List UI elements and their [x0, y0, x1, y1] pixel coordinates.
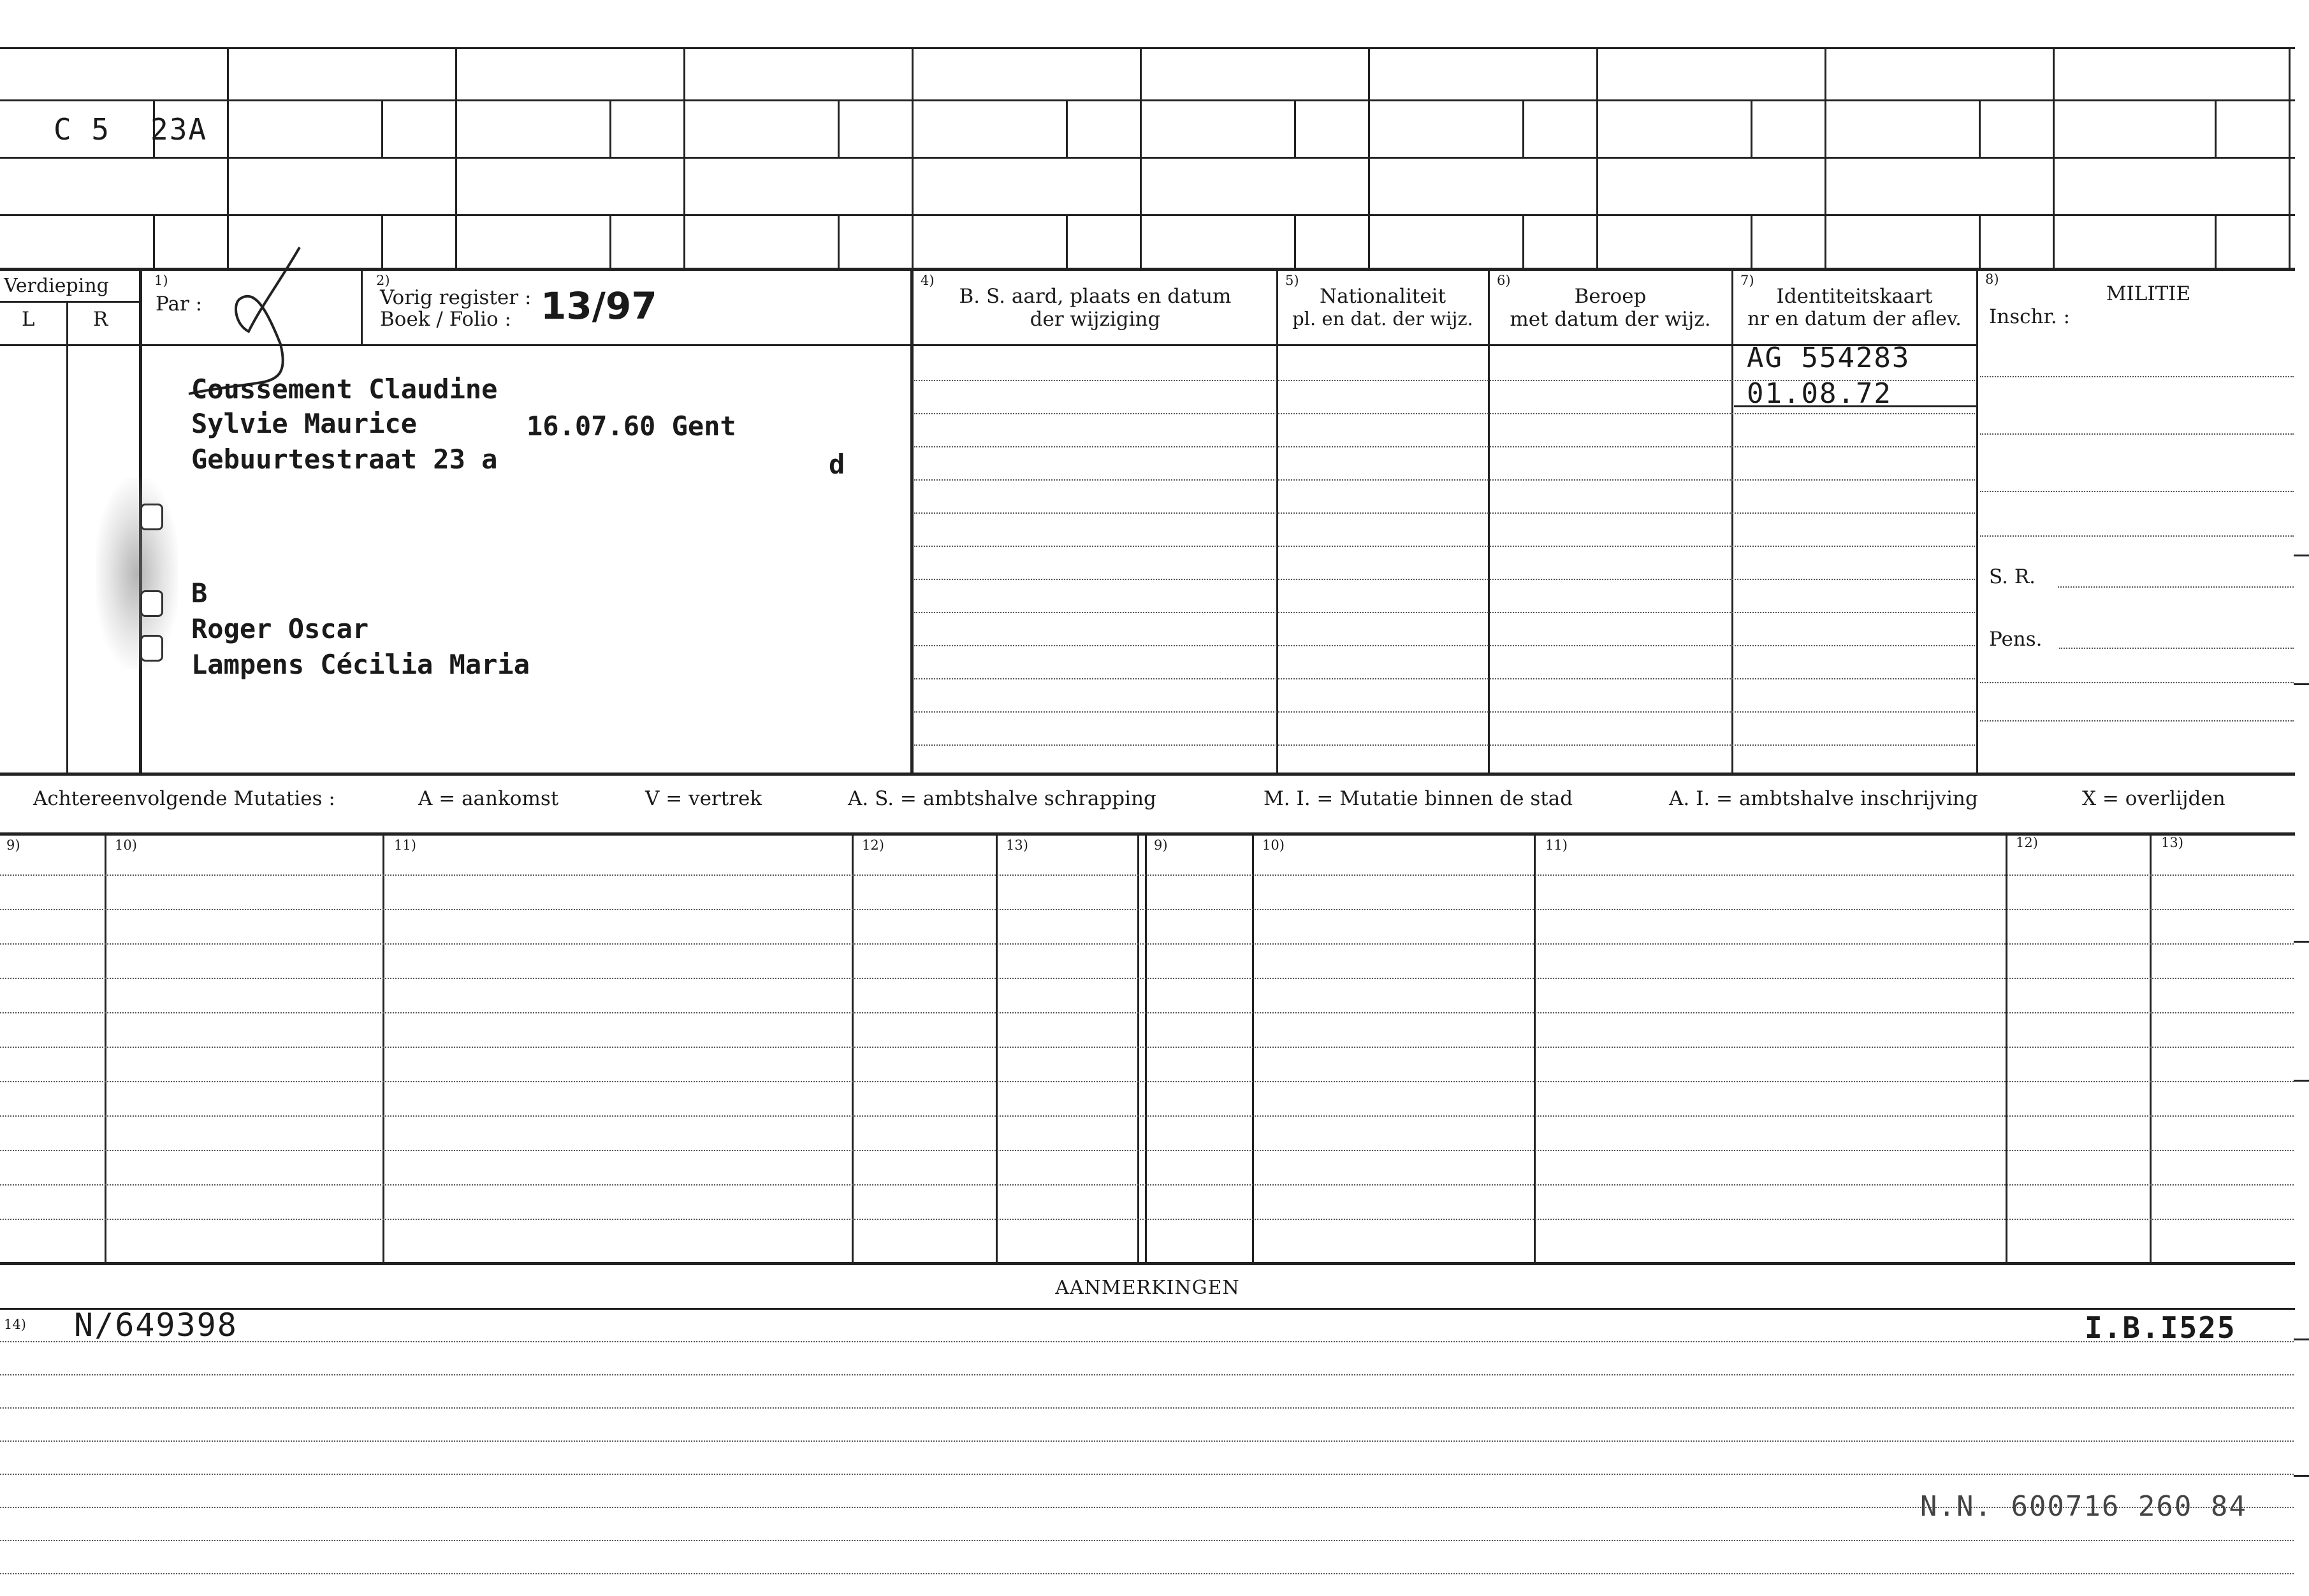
militie-label: MILITIE [2106, 282, 2191, 305]
mutatie-col-num-11: 11) [394, 838, 416, 853]
vorig-register-label: Vorig register : [380, 286, 532, 309]
mutatie-col-num-12b: 12) [2016, 835, 2038, 850]
remark-ref: I.B.I525 [2085, 1310, 2236, 1345]
vorig-register-value: 13/97 [541, 284, 657, 328]
mutatie-col-num-10b: 10) [1262, 838, 1285, 853]
mutatie-col-num-13b: 13) [2161, 835, 2183, 850]
aanmerkingen-title: AANMERKINGEN [1055, 1277, 1240, 1299]
id-card-number: AG 554283 [1747, 342, 1911, 374]
militie-pens-label: Pens. [1989, 628, 2043, 651]
mutatie-col-num-13: 13) [1006, 838, 1028, 853]
par-num: 1) [154, 273, 168, 288]
punch-hole-2 [140, 590, 163, 617]
mother-name: Lampens Cécilia Maria [191, 649, 530, 680]
punch-hole-1 [140, 504, 163, 530]
mutatie-code-a: A = aankomst [418, 787, 559, 810]
person-firstnames-line: Sylvie Maurice [191, 408, 418, 439]
remark-code: N/649398 [74, 1307, 238, 1344]
bs-num: 4) [921, 273, 935, 288]
verdieping-label: Verdieping [4, 275, 109, 297]
mutatie-col-num-12: 12) [862, 838, 884, 853]
mutatie-code-ai: A. I. = ambtshalve inschrijving [1669, 787, 1978, 810]
punch-hole-shadow [96, 478, 178, 669]
person-b-mark: B [191, 577, 208, 609]
beroep-label-1: Beroep [1574, 285, 1647, 308]
person-name-line: Coussement Claudine [191, 374, 498, 405]
boek-folio-label: Boek / Folio : [380, 308, 511, 331]
verdieping-r-label: R [93, 308, 108, 331]
identiteitskaart-label-2: nr en datum der aflev. [1747, 308, 1962, 330]
national-number: N.N. 600716 260 84 [1920, 1490, 2247, 1523]
verdieping-l-label: L [22, 308, 35, 331]
militie-sr-label: S. R. [1989, 565, 2036, 588]
nationaliteit-label-1: Nationaliteit [1319, 285, 1446, 308]
mutatie-col-num-9b: 9) [1154, 838, 1168, 853]
beroep-label-2: met datum der wijz. [1510, 308, 1711, 331]
mutatie-code-v: V = vertrek [645, 787, 762, 810]
mutaties-title: Achtereenvolgende Mutaties : [33, 787, 335, 810]
nat-num: 5) [1285, 273, 1299, 288]
punch-hole-3 [140, 635, 163, 662]
bs-label-2: der wijziging [1030, 308, 1161, 331]
father-name: Roger Oscar [191, 613, 369, 644]
mutatie-col-num-10: 10) [115, 838, 137, 853]
card-code-part2: 23A [150, 112, 208, 147]
card-code-part1: C 5 [54, 112, 111, 147]
bs-label-1: B. S. aard, plaats en datum [959, 285, 1232, 308]
militie-inschr-label: Inschr. : [1989, 305, 2071, 328]
mutatie-col-num-9: 9) [6, 838, 20, 853]
mutatie-col-num-11b: 11) [1545, 838, 1568, 853]
id-num: 7) [1740, 273, 1754, 288]
mutatie-code-as: A. S. = ambtshalve schrapping [848, 787, 1156, 810]
id-card-date: 01.08.72 [1747, 377, 1892, 410]
person-mark: d [829, 449, 845, 480]
identiteitskaart-label-1: Identiteitskaart [1776, 285, 1933, 308]
par-label: Par : [156, 293, 203, 316]
person-birth: 16.07.60 Gent [527, 410, 736, 442]
vorig-num: 2) [376, 273, 390, 288]
militie-num: 8) [1985, 272, 1999, 287]
nationaliteit-label-2: pl. en dat. der wijz. [1292, 308, 1473, 330]
person-address: Gebuurtestraat 23 a [191, 444, 498, 475]
beroep-num: 6) [1497, 273, 1511, 288]
mutatie-code-mi: M. I. = Mutatie binnen de stad [1264, 787, 1573, 810]
mutatie-code-x: X = overlijden [2082, 787, 2225, 810]
aanmerkingen-num: 14) [4, 1317, 26, 1332]
